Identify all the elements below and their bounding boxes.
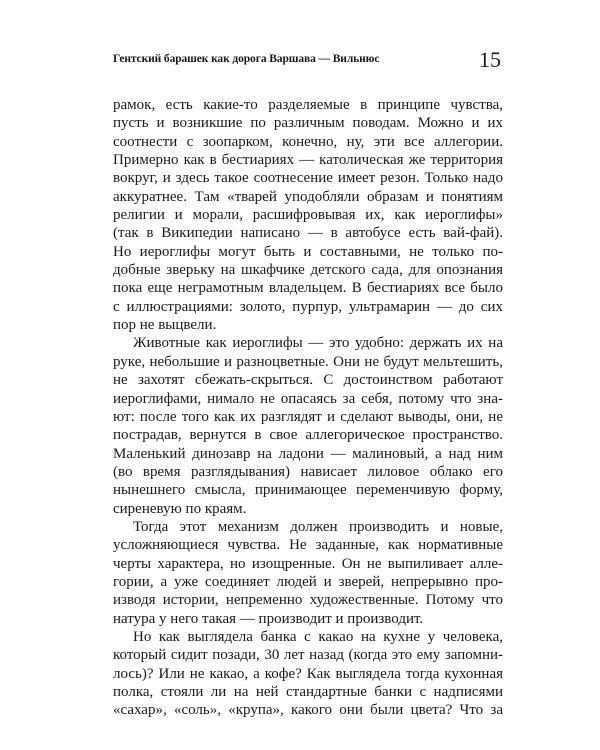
text-line: черты характера, но изощренные. Он не выпиливает алле- <box>113 555 503 572</box>
text-line: усложняющиеся чувства. Не заданные, как нормативные <box>113 537 503 554</box>
text-line: рамок, есть какие-то разделяемые в принципе чувства, <box>113 97 503 113</box>
paragraph <box>113 96 503 334</box>
text-line: пусть и возникшие по различным поводам. Можно и их <box>113 115 503 132</box>
text-line: изводя истории, непременно художественные. Потому что <box>113 592 503 609</box>
text-line: пострадав, вернутся в свое аллегорическое пространство. <box>113 427 503 444</box>
text-line: аккуратнее. Там «тварей уподобляли образам и понятиям <box>113 188 503 205</box>
text-line: Но как выглядела банка с какао на кухне у человека, <box>133 628 503 645</box>
text-line: руке, небольшие и разноцветные. Они не будут мельтешить, <box>113 353 503 370</box>
text-line: который сидит позади, 30 лет назад (когда это ему запомни- <box>113 647 503 664</box>
page-number: 15 <box>479 47 501 72</box>
text-line: соотнести с зоопарком, конечно, ну, эти все аллегории. <box>113 133 503 150</box>
text-line: Животные как иероглифы — это удобно: держать их на <box>133 335 503 352</box>
text-line: вокруг, и здесь такое соотнесение имеет резон. Только надо <box>113 170 503 187</box>
running-header <box>113 49 503 73</box>
text-line: (во время разглядывания) нависает лиловое облако его <box>113 463 503 480</box>
text-line: «сахар», «соль», «крупа», какого они были цвета? Что за <box>113 702 503 719</box>
paragraph <box>113 518 503 628</box>
text-line: пор не выцвели. <box>113 317 217 334</box>
text-line: гории, а уже соединяет людей и зверей, непрерывно про- <box>113 573 503 590</box>
text-line: Но иероглифы могут быть и составными, не только по- <box>113 243 503 260</box>
paragraph <box>113 628 503 720</box>
text-line: сиреневую по краям. <box>113 500 247 517</box>
text-line: лось)? Или не какао, а кофе? Как выглядела тогда кухонная <box>113 665 503 682</box>
text-line: (так в Википедии написано — в автобусе есть вай-фай). <box>113 225 503 242</box>
text-line: натура у него такая — производит и производит. <box>113 610 424 627</box>
text-line: Примерно как в бестиариях — католическая же территория <box>113 152 503 169</box>
running-title: Гентский барашек как дорога Варшава — Вильнюс <box>113 53 380 65</box>
text-line: добные зверьку на шкафчике детского сада, для опознания <box>113 262 503 279</box>
text-line: пока еще неграмотным владельцем. В бестиариях все было <box>113 280 503 297</box>
text-line: Маленький динозавр на ладони — малиновый, а над ним <box>113 445 503 462</box>
text-line: ют: после того как их разглядят и сделают выводы, они, не <box>113 408 503 425</box>
text-line: с иллюстрациями: золото, пурпур, ультрамарин — до сих <box>113 298 503 315</box>
text-line: Тогда этот механизм должен производить и новые, <box>133 518 503 535</box>
text-line: религии и морали, расшифровывая их, как иероглифы» <box>113 207 503 224</box>
body-text <box>113 96 503 720</box>
text-line: полка, стояли ли на ней стандартные банки с надписями <box>113 684 503 700</box>
text-line: нынешнего смысла, принимающее переменчивую форму, <box>113 482 503 499</box>
paragraph <box>113 334 503 517</box>
text-line: не захотят сбежать-скрыться. С достоинством работают <box>113 372 503 389</box>
text-line: иероглифами, нимало не опасаясь за себя, потому что зна- <box>113 390 503 407</box>
